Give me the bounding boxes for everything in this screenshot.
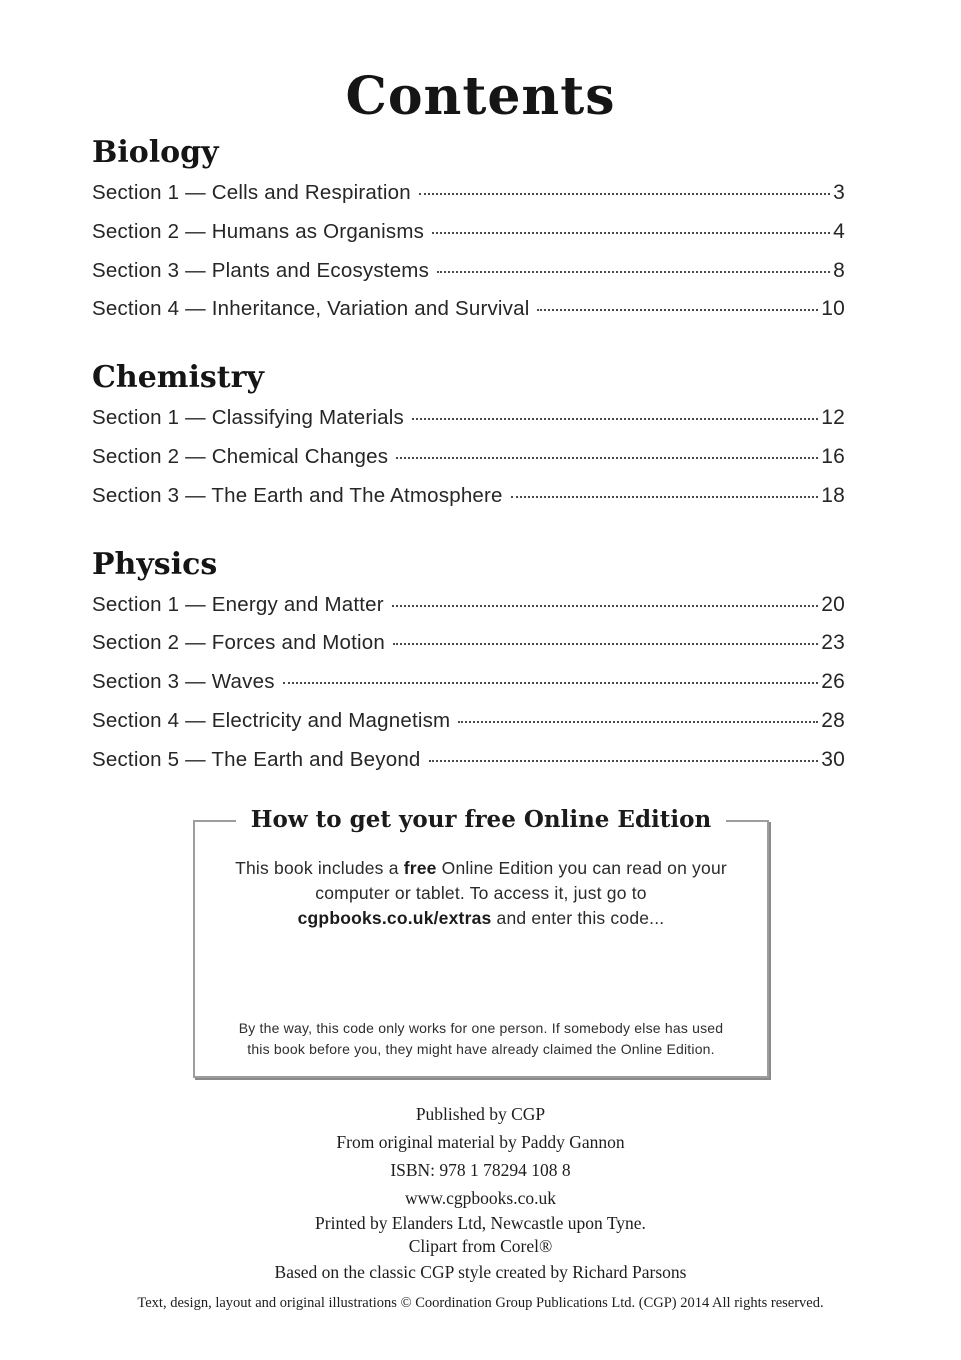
dotted-leader [432,232,830,234]
toc-entry-page: 18 [821,483,845,507]
dotted-leader [392,605,818,607]
toc-entry [92,593,845,632]
toc-entry-page: 20 [821,592,845,616]
toc-entry [92,709,845,748]
dotted-leader [393,643,818,645]
toc-entry [92,259,845,298]
toc-entry-label: Section 2 — Chemical Changes [92,444,389,468]
footnote-line: By the way, this code only works for one person. If somebody else has used [238,1019,724,1036]
dotted-leader [412,418,818,420]
dotted-leader [511,496,819,498]
dotted-leader [458,721,818,723]
dotted-leader [283,682,819,684]
toc-section-biology [92,134,845,336]
toc-entry-label: Section 1 — Classifying Materials [92,406,404,430]
toc-entry-page: 10 [821,297,845,321]
toc-entry-label: Section 4 — Inheritance, Variation and Survival [92,297,530,321]
toc-entry [92,181,845,220]
online-edition-box-body [235,856,727,931]
online-edition-box-footnote [225,1018,737,1061]
online-edition-box-title: How to get your free Online Edition [236,806,726,833]
body-text: and enter this code... [491,908,665,929]
toc-entry-page: 4 [833,219,845,243]
table-of-contents [92,134,845,787]
toc-entry-label: Section 3 — Plants and Ecosystems [92,258,430,282]
toc-entry-label: Section 3 — The Earth and The Atmosphere [92,483,503,507]
toc-entry [92,484,845,523]
toc-entry [92,406,845,445]
toc-entry-page: 3 [833,181,845,204]
body-text-bold-url: cgpbooks.co.uk/extras [297,908,492,929]
imprint-printer: Printed by Elanders Ltd, Newcastle upon Tyne. [315,1213,646,1233]
dotted-leader [429,760,819,762]
toc-entry [92,297,845,336]
body-text: This book includes a [235,858,404,878]
toc-section-physics [92,546,845,787]
imprint-clipart: Clipart from Corel® [408,1236,553,1256]
imprint-website: www.cgpbooks.co.uk [405,1188,556,1208]
toc-entry-page: 26 [821,670,845,694]
body-text-bold-free: free [403,858,437,878]
toc-entry [92,220,845,259]
toc-entry [92,670,845,709]
toc-entry [92,631,845,670]
toc-entry-label: Section 4 — Electricity and Magnetism [92,708,451,732]
toc-entry-label: Section 1 — Energy and Matter [92,592,384,616]
imprint-copyright: Text, design, layout and original illustrations © Coordination Group Publications Ltd. (CGP) 2014 All rights reserved. [137,1295,824,1311]
dotted-leader [419,193,830,195]
online-edition-box [193,806,769,1078]
section-heading: Chemistry [92,360,264,396]
toc-entry-page: 23 [821,631,845,655]
toc-entry-page: 30 [821,747,845,771]
toc-entry-label: Section 3 — Waves [92,670,275,694]
imprint-original-material: From original material by Paddy Gannon [336,1132,625,1152]
imprint-style-credit: Based on the classic CGP style created by Richard Parsons [274,1262,687,1282]
body-text: Online Edition you can read on your [436,858,727,878]
toc-entry-page: 28 [821,708,845,732]
footnote-line: this book before you, they might have already claimed the Online Edition. [247,1041,715,1058]
dotted-leader [437,271,830,273]
body-text: computer or tablet. To access it, just go to [315,883,647,904]
dotted-leader [396,457,818,459]
toc-entry-page: 16 [821,444,845,468]
toc-entry-label: Section 1 — Cells and Respiration [92,181,411,204]
toc-entry [92,445,845,484]
imprint-isbn: ISBN: 978 1 78294 108 8 [390,1160,571,1180]
toc-section-chemistry [92,359,845,522]
toc-entry [92,748,845,787]
toc-entry-label: Section 2 — Forces and Motion [92,631,385,655]
section-heading: Physics [92,546,218,582]
toc-entry-label: Section 5 — The Earth and Beyond [92,747,421,771]
imprint-published-by: Published by CGP [415,1104,546,1124]
toc-entry-page: 8 [833,258,845,282]
imprint-block [0,1100,961,1314]
section-heading: Biology [92,135,219,170]
dotted-leader [537,309,818,311]
toc-entry-label: Section 2 — Humans as Organisms [92,219,425,243]
toc-entry-page: 12 [821,406,845,430]
page-title: Contents [345,66,616,127]
